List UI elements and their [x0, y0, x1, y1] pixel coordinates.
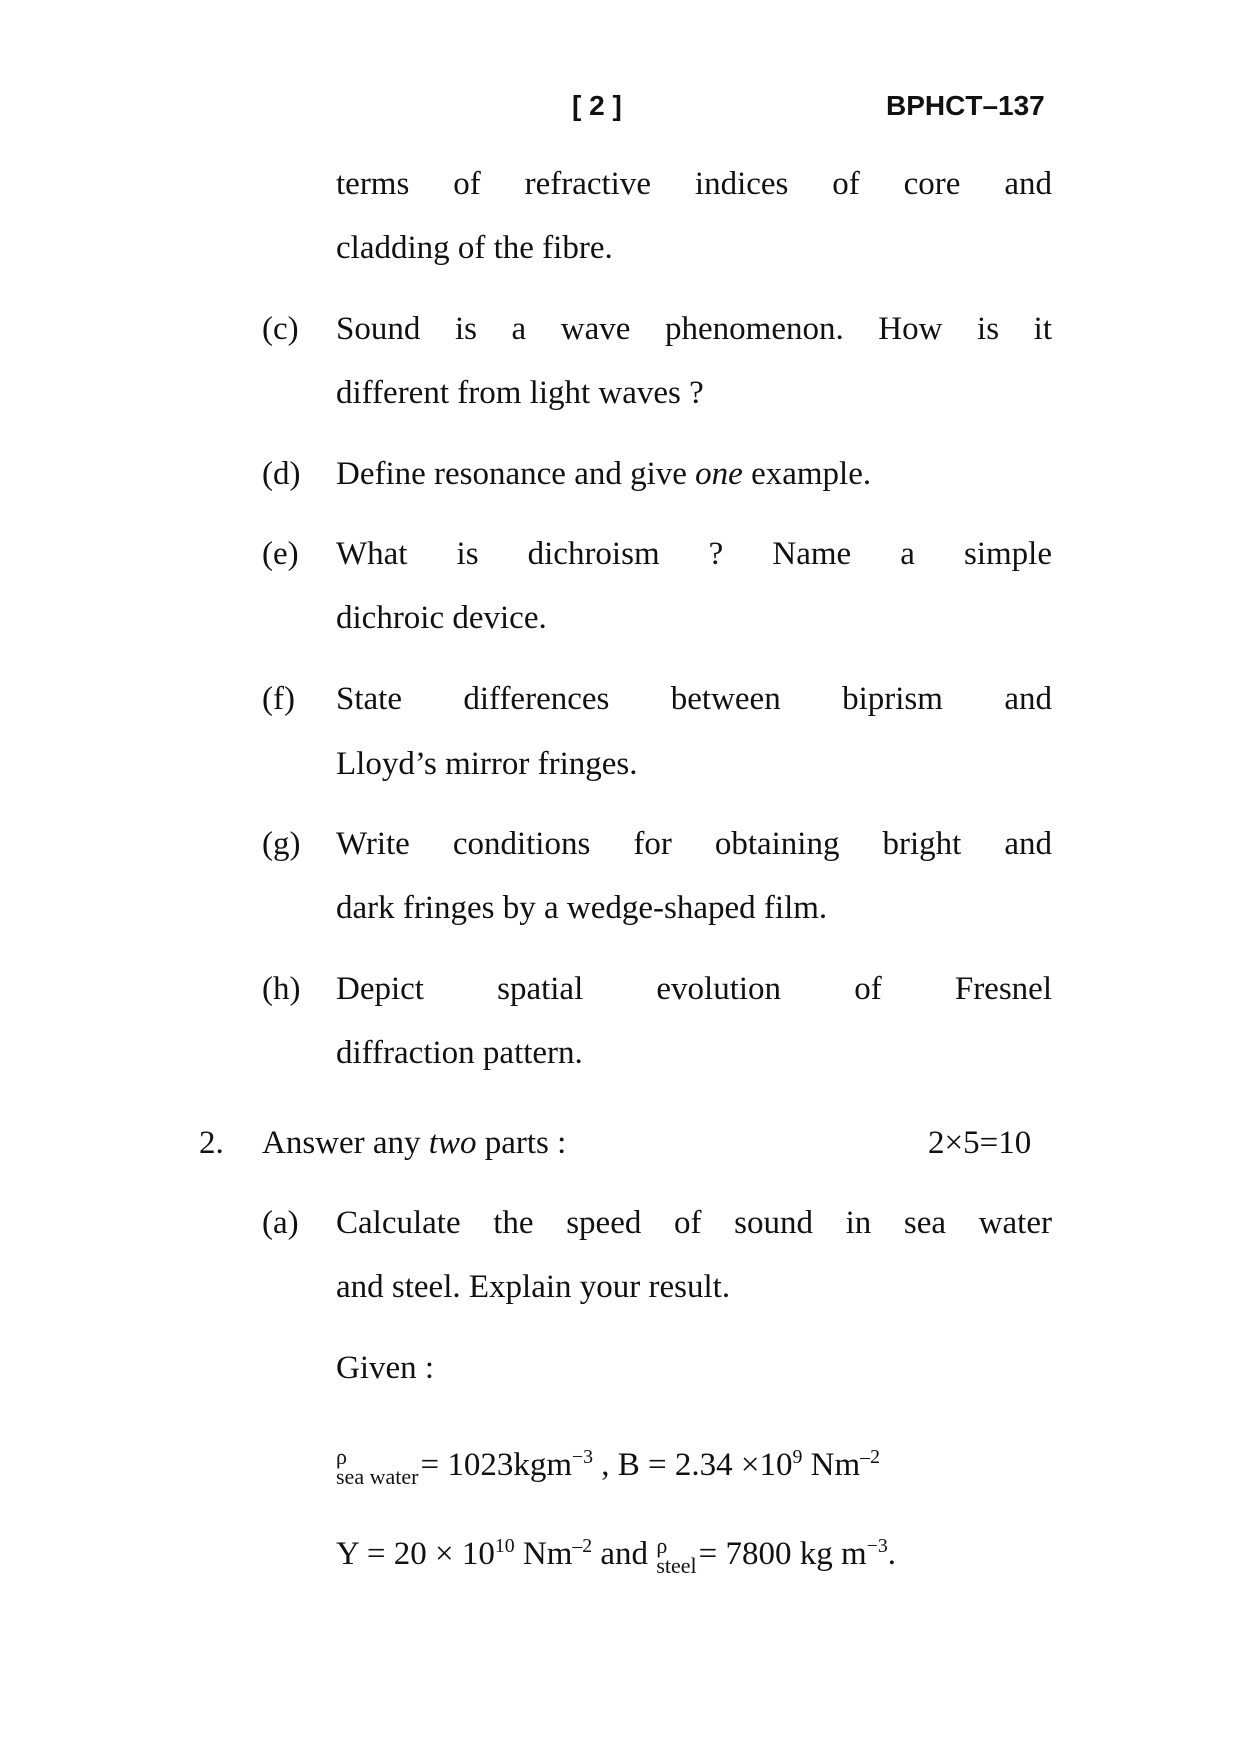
q2-instruction: Answer any two parts :	[262, 1125, 567, 1161]
q1d-text: Define resonance and give one example.	[336, 456, 872, 492]
q1f-line-1: State differences between biprism and	[336, 681, 1052, 717]
q2-marks: 2×5=10	[928, 1125, 1032, 1161]
q1e-line-1: What is dichroism ? Name a simple	[336, 536, 1052, 572]
equation-steel: $Y = 20 \times 10^{10}$ $Nm^{-2}$ and ρ steel = 7800 kg $m^{-3}$.	[336, 1533, 896, 1579]
course-code: BPHCT–137	[886, 90, 1045, 121]
q1e-line-2: dichroic device.	[336, 600, 547, 636]
q1h-label: (h)	[262, 971, 301, 1007]
q1g-line-1: Write conditions for obtaining bright and	[336, 826, 1052, 862]
q2a-line-2: and steel. Explain your result.	[336, 1269, 731, 1305]
equation-sea-water: ρ sea water = 1023kgm$^{-3}$ , $B = 2.34 \times 10^9$ $Nm^{-2}$	[336, 1444, 880, 1490]
q1c-label: (c)	[262, 311, 299, 347]
q2a-given: Given :	[336, 1350, 435, 1386]
page-number: [ 2 ]	[572, 90, 622, 121]
q1g-line-2: dark fringes by a wedge-shaped film.	[336, 890, 828, 926]
q1b-line-1: terms of refractive indices of core and	[336, 166, 1052, 202]
q1f-label: (f)	[262, 681, 295, 717]
q2a-line-1: Calculate the speed of sound in sea water	[336, 1205, 1052, 1241]
q1h-line-2: diffraction pattern.	[336, 1035, 583, 1071]
q1e-label: (e)	[262, 536, 299, 572]
q1h-line-1: Depict spatial evolution of Fresnel	[336, 971, 1052, 1007]
q1d-label: (d)	[262, 456, 301, 492]
q1g-label: (g)	[262, 826, 301, 862]
q1f-line-2: Lloyd’s mirror fringes.	[336, 746, 638, 782]
q1c-line-2: different from light waves ?	[336, 375, 704, 411]
q1c-line-1: Sound is a wave phenomenon. How is it	[336, 311, 1052, 347]
q2-number: 2.	[199, 1125, 224, 1161]
q1b-line-2: cladding of the fibre.	[336, 230, 613, 266]
q2a-label: (a)	[262, 1205, 299, 1241]
